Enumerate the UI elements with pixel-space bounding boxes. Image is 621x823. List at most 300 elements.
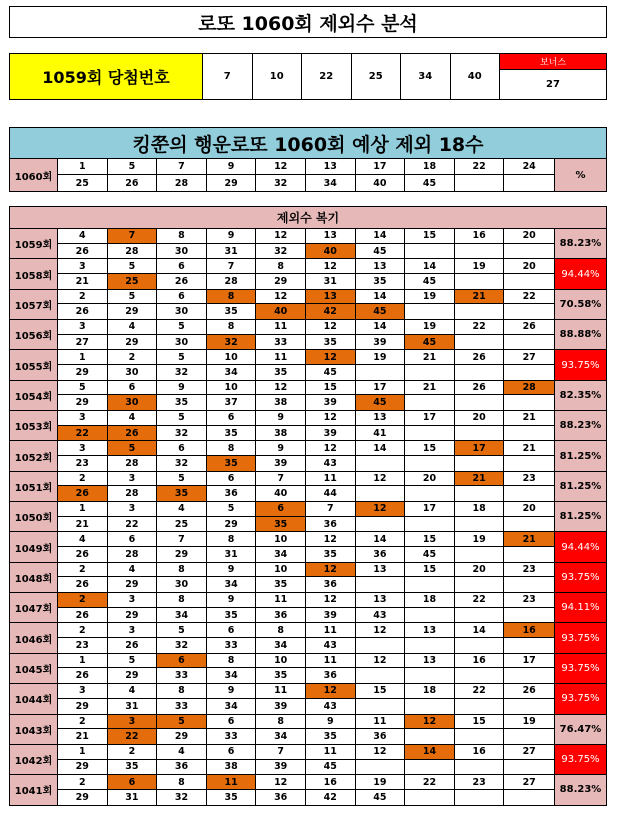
number-cell: 30 bbox=[157, 304, 207, 319]
number-cell: 45 bbox=[306, 760, 356, 775]
round-label: 1058회 bbox=[10, 259, 58, 288]
number-cell: 12 bbox=[405, 715, 455, 730]
number-cell: 7 bbox=[157, 532, 207, 547]
pct-header: % bbox=[554, 159, 606, 191]
number-cell: 1 bbox=[58, 502, 108, 517]
number-cell: 2 bbox=[108, 745, 158, 760]
number-cell: 20 bbox=[504, 259, 554, 274]
number-cell: 22 bbox=[108, 517, 158, 532]
number-cell bbox=[356, 699, 406, 714]
number-cell: 28 bbox=[504, 381, 554, 396]
round-label: 1054회 bbox=[10, 381, 58, 410]
number-cell: 12 bbox=[306, 441, 356, 456]
number-cell: 13 bbox=[405, 654, 455, 669]
number-cell: 21 bbox=[405, 350, 455, 365]
number-cell bbox=[405, 365, 455, 380]
number-cell bbox=[504, 638, 554, 653]
number-cell: 8 bbox=[157, 563, 207, 578]
review-row bbox=[9, 229, 607, 259]
number-cell: 34 bbox=[207, 668, 257, 683]
number-cell: 6 bbox=[108, 775, 158, 790]
number-cell: 13 bbox=[356, 411, 406, 426]
number-cell: 36 bbox=[356, 729, 406, 744]
round-label: 1050회 bbox=[10, 502, 58, 531]
number-cell: 28 bbox=[157, 175, 207, 191]
number-cell: 20 bbox=[405, 472, 455, 487]
number-cell: 5 bbox=[108, 159, 158, 175]
number-cell: 12 bbox=[356, 654, 406, 669]
number-cell: 38 bbox=[256, 426, 306, 441]
number-cell: 23 bbox=[504, 593, 554, 608]
review-row bbox=[9, 502, 607, 532]
number-cell: 13 bbox=[306, 229, 356, 244]
number-cell: 17 bbox=[405, 502, 455, 517]
number-cell: 8 bbox=[157, 684, 207, 699]
number-cell: 35 bbox=[157, 395, 207, 410]
number-cell bbox=[356, 365, 406, 380]
number-cell bbox=[405, 395, 455, 410]
round-label: 1055회 bbox=[10, 350, 58, 379]
number-cell: 5 bbox=[157, 350, 207, 365]
number-cell: 35 bbox=[207, 790, 257, 805]
number-cell: 35 bbox=[256, 365, 306, 380]
number-cell: 43 bbox=[356, 608, 406, 623]
number-cell: 2 bbox=[58, 775, 108, 790]
hit-rate: 82.35% bbox=[554, 381, 606, 410]
number-cell bbox=[405, 244, 455, 259]
number-cell: 31 bbox=[207, 244, 257, 259]
number-cell: 31 bbox=[108, 699, 158, 714]
number-cell: 17 bbox=[405, 411, 455, 426]
number-cell bbox=[356, 456, 406, 471]
hit-rate: 88.23% bbox=[554, 411, 606, 440]
number-cell: 28 bbox=[108, 486, 158, 501]
number-cell: 1 bbox=[58, 745, 108, 760]
number-cell: 32 bbox=[256, 175, 306, 191]
number-cell: 3 bbox=[108, 623, 158, 638]
number-cell bbox=[504, 790, 554, 805]
number-cell: 39 bbox=[256, 456, 306, 471]
number-cell: 4 bbox=[108, 320, 158, 335]
number-cell bbox=[455, 426, 505, 441]
prediction-round: 1060회 bbox=[10, 159, 58, 191]
number-cell: 2 bbox=[58, 472, 108, 487]
number-cell: 3 bbox=[108, 715, 158, 730]
number-cell: 22 bbox=[108, 729, 158, 744]
review-row bbox=[9, 563, 607, 593]
number-cell: 33 bbox=[256, 335, 306, 350]
hit-rate: 81.25% bbox=[554, 502, 606, 531]
number-cell: 21 bbox=[58, 729, 108, 744]
number-cell: 6 bbox=[157, 441, 207, 456]
number-cell: 29 bbox=[108, 668, 158, 683]
number-cell: 35 bbox=[306, 729, 356, 744]
number-cell: 6 bbox=[207, 715, 257, 730]
number-cell: 23 bbox=[504, 563, 554, 578]
number-cell: 22 bbox=[455, 159, 505, 175]
number-cell: 34 bbox=[256, 638, 306, 653]
number-cell: 4 bbox=[108, 563, 158, 578]
number-cell: 5 bbox=[58, 381, 108, 396]
number-grid bbox=[58, 441, 554, 470]
number-cell bbox=[455, 304, 505, 319]
number-cell: 36 bbox=[306, 577, 356, 592]
number-cell: 4 bbox=[157, 502, 207, 517]
number-cell: 12 bbox=[306, 593, 356, 608]
number-cell: 21 bbox=[405, 381, 455, 396]
review-row bbox=[9, 745, 607, 775]
number-cell: 40 bbox=[306, 244, 356, 259]
number-cell: 23 bbox=[455, 775, 505, 790]
number-cell: 39 bbox=[256, 760, 306, 775]
number-cell bbox=[504, 517, 554, 532]
number-cell: 11 bbox=[256, 350, 306, 365]
number-cell: 26 bbox=[108, 638, 158, 653]
number-cell: 4 bbox=[58, 532, 108, 547]
number-cell: 26 bbox=[504, 684, 554, 699]
review-row bbox=[9, 775, 607, 805]
number-cell: 20 bbox=[504, 502, 554, 517]
number-cell: 29 bbox=[157, 729, 207, 744]
review-row bbox=[9, 350, 607, 380]
number-cell bbox=[405, 638, 455, 653]
review-row bbox=[9, 593, 607, 623]
number-cell: 8 bbox=[157, 593, 207, 608]
number-cell: 10 bbox=[207, 381, 257, 396]
number-cell: 27 bbox=[504, 350, 554, 365]
number-cell bbox=[504, 304, 554, 319]
review-header: 제외수 복기 bbox=[9, 206, 607, 229]
review-row bbox=[9, 472, 607, 502]
winning-label: 1059회 당첨번호 bbox=[10, 54, 203, 99]
number-cell: 22 bbox=[455, 684, 505, 699]
number-cell bbox=[455, 365, 505, 380]
number-cell: 31 bbox=[108, 790, 158, 805]
number-cell: 19 bbox=[504, 715, 554, 730]
hit-rate: 81.25% bbox=[554, 472, 606, 501]
number-cell: 35 bbox=[356, 274, 406, 289]
review-row bbox=[9, 411, 607, 441]
number-cell bbox=[455, 175, 505, 191]
number-cell: 35 bbox=[157, 486, 207, 501]
round-label: 1051회 bbox=[10, 472, 58, 501]
number-cell bbox=[504, 175, 554, 191]
number-cell: 45 bbox=[356, 395, 406, 410]
number-cell: 6 bbox=[108, 532, 158, 547]
number-cell: 2 bbox=[58, 715, 108, 730]
number-cell: 26 bbox=[108, 175, 158, 191]
number-cell: 29 bbox=[108, 608, 158, 623]
number-cell: 11 bbox=[306, 654, 356, 669]
number-cell bbox=[504, 365, 554, 380]
number-cell bbox=[455, 699, 505, 714]
number-cell: 2 bbox=[58, 290, 108, 305]
number-cell: 34 bbox=[306, 175, 356, 191]
prediction-title: 킹쭌의 행운로또 1060회 예상 제외 18수 bbox=[9, 127, 607, 159]
hit-rate: 93.75% bbox=[554, 745, 606, 774]
number-cell: 23 bbox=[58, 456, 108, 471]
number-cell: 22 bbox=[504, 290, 554, 305]
number-cell: 3 bbox=[58, 259, 108, 274]
number-cell: 5 bbox=[157, 320, 207, 335]
number-cell: 4 bbox=[108, 684, 158, 699]
number-cell: 33 bbox=[157, 699, 207, 714]
number-cell: 9 bbox=[157, 381, 207, 396]
number-cell: 2 bbox=[58, 623, 108, 638]
number-cell bbox=[455, 486, 505, 501]
review-row bbox=[9, 654, 607, 684]
number-cell: 34 bbox=[157, 608, 207, 623]
number-cell: 29 bbox=[108, 304, 158, 319]
number-cell: 22 bbox=[405, 775, 455, 790]
number-cell: 26 bbox=[455, 381, 505, 396]
number-cell: 7 bbox=[108, 229, 158, 244]
number-cell bbox=[455, 395, 505, 410]
number-cell: 9 bbox=[256, 411, 306, 426]
number-grid bbox=[58, 411, 554, 440]
number-cell bbox=[405, 760, 455, 775]
number-cell bbox=[504, 456, 554, 471]
round-label: 1048회 bbox=[10, 563, 58, 592]
number-grid bbox=[58, 532, 554, 561]
number-cell: 5 bbox=[157, 411, 207, 426]
number-cell: 30 bbox=[157, 335, 207, 350]
number-cell: 35 bbox=[207, 426, 257, 441]
number-cell bbox=[455, 517, 505, 532]
number-cell: 12 bbox=[356, 623, 406, 638]
number-cell: 12 bbox=[306, 532, 356, 547]
number-cell bbox=[504, 395, 554, 410]
number-cell: 32 bbox=[157, 790, 207, 805]
number-cell: 18 bbox=[405, 159, 455, 175]
round-label: 1046회 bbox=[10, 623, 58, 652]
number-cell: 17 bbox=[504, 654, 554, 669]
review-row bbox=[9, 381, 607, 411]
number-cell bbox=[455, 790, 505, 805]
number-cell: 1 bbox=[58, 159, 108, 175]
number-cell: 15 bbox=[405, 441, 455, 456]
number-cell bbox=[356, 638, 406, 653]
number-cell: 16 bbox=[455, 745, 505, 760]
number-cell bbox=[504, 729, 554, 744]
hit-rate: 76.47% bbox=[554, 715, 606, 744]
round-label: 1056회 bbox=[10, 320, 58, 349]
number-cell: 25 bbox=[157, 517, 207, 532]
number-grid bbox=[58, 259, 554, 288]
number-cell: 39 bbox=[306, 395, 356, 410]
review-row bbox=[9, 715, 607, 745]
number-cell bbox=[504, 699, 554, 714]
round-label: 1059회 bbox=[10, 229, 58, 258]
number-cell bbox=[405, 729, 455, 744]
round-label: 1057회 bbox=[10, 290, 58, 319]
number-grid bbox=[58, 381, 554, 410]
number-cell: 12 bbox=[306, 684, 356, 699]
number-cell bbox=[405, 426, 455, 441]
number-grid bbox=[58, 290, 554, 319]
round-label: 1041회 bbox=[10, 775, 58, 804]
number-cell: 5 bbox=[207, 502, 257, 517]
number-cell: 43 bbox=[306, 699, 356, 714]
number-cell: 2 bbox=[58, 563, 108, 578]
number-cell: 6 bbox=[157, 259, 207, 274]
number-cell: 34 bbox=[256, 547, 306, 562]
number-cell bbox=[504, 608, 554, 623]
number-cell: 32 bbox=[207, 335, 257, 350]
number-cell: 8 bbox=[207, 532, 257, 547]
number-cell: 3 bbox=[108, 472, 158, 487]
number-cell: 26 bbox=[504, 320, 554, 335]
number-cell bbox=[405, 699, 455, 714]
number-cell: 17 bbox=[455, 441, 505, 456]
number-cell: 27 bbox=[58, 335, 108, 350]
number-cell: 19 bbox=[356, 350, 406, 365]
number-cell: 12 bbox=[306, 350, 356, 365]
number-cell: 39 bbox=[306, 608, 356, 623]
number-cell: 26 bbox=[58, 608, 108, 623]
hit-rate: 94.44% bbox=[554, 532, 606, 561]
number-cell bbox=[504, 244, 554, 259]
number-cell: 13 bbox=[306, 159, 356, 175]
number-cell: 40 bbox=[256, 304, 306, 319]
number-cell bbox=[455, 335, 505, 350]
number-cell: 16 bbox=[455, 229, 505, 244]
number-cell: 30 bbox=[108, 395, 158, 410]
number-cell: 4 bbox=[58, 229, 108, 244]
number-cell: 7 bbox=[256, 745, 306, 760]
bonus-number: 27 bbox=[546, 79, 560, 90]
number-cell: 33 bbox=[207, 638, 257, 653]
number-cell: 28 bbox=[108, 244, 158, 259]
number-cell: 11 bbox=[207, 775, 257, 790]
number-cell: 7 bbox=[256, 472, 306, 487]
number-cell: 29 bbox=[58, 760, 108, 775]
number-cell: 18 bbox=[405, 593, 455, 608]
number-cell: 33 bbox=[157, 668, 207, 683]
number-cell: 9 bbox=[207, 563, 257, 578]
number-cell: 9 bbox=[207, 593, 257, 608]
number-cell: 16 bbox=[306, 775, 356, 790]
hit-rate: 88.88% bbox=[554, 320, 606, 349]
number-grid bbox=[58, 715, 554, 744]
hit-rate: 93.75% bbox=[554, 654, 606, 683]
number-cell: 19 bbox=[405, 290, 455, 305]
number-cell: 12 bbox=[256, 775, 306, 790]
number-cell: 37 bbox=[207, 395, 257, 410]
number-cell: 6 bbox=[207, 472, 257, 487]
number-cell: 12 bbox=[356, 502, 406, 517]
bonus-block bbox=[500, 54, 606, 99]
number-cell: 26 bbox=[58, 244, 108, 259]
number-cell bbox=[504, 335, 554, 350]
number-cell: 21 bbox=[504, 532, 554, 547]
number-cell: 29 bbox=[207, 517, 257, 532]
number-cell bbox=[455, 760, 505, 775]
number-cell: 42 bbox=[306, 790, 356, 805]
number-cell: 28 bbox=[108, 547, 158, 562]
number-cell bbox=[455, 547, 505, 562]
review-row bbox=[9, 290, 607, 320]
number-cell: 33 bbox=[207, 729, 257, 744]
number-grid bbox=[58, 350, 554, 379]
number-cell: 32 bbox=[157, 365, 207, 380]
number-cell: 27 bbox=[504, 775, 554, 790]
number-cell: 8 bbox=[157, 229, 207, 244]
number-cell: 45 bbox=[356, 790, 406, 805]
number-cell: 25 bbox=[108, 274, 158, 289]
number-cell: 36 bbox=[207, 486, 257, 501]
number-cell bbox=[405, 517, 455, 532]
number-cell bbox=[504, 547, 554, 562]
number-cell: 11 bbox=[356, 715, 406, 730]
number-cell bbox=[504, 668, 554, 683]
number-cell bbox=[504, 486, 554, 501]
number-cell: 12 bbox=[306, 411, 356, 426]
number-cell: 26 bbox=[58, 486, 108, 501]
number-cell: 5 bbox=[108, 290, 158, 305]
number-cell bbox=[356, 760, 406, 775]
number-cell: 4 bbox=[108, 411, 158, 426]
number-cell: 29 bbox=[58, 395, 108, 410]
winning-number: 40 bbox=[451, 54, 501, 99]
number-cell: 26 bbox=[157, 274, 207, 289]
number-cell: 11 bbox=[306, 623, 356, 638]
number-cell: 34 bbox=[207, 365, 257, 380]
number-cell: 15 bbox=[405, 563, 455, 578]
number-cell: 22 bbox=[58, 426, 108, 441]
round-label: 1052회 bbox=[10, 441, 58, 470]
number-cell: 7 bbox=[306, 502, 356, 517]
number-cell: 6 bbox=[157, 654, 207, 669]
number-cell bbox=[455, 577, 505, 592]
number-cell: 35 bbox=[256, 668, 306, 683]
number-cell: 29 bbox=[108, 577, 158, 592]
number-cell: 3 bbox=[58, 320, 108, 335]
number-grid bbox=[58, 320, 554, 349]
number-cell: 11 bbox=[306, 472, 356, 487]
review-row bbox=[9, 320, 607, 350]
prediction-grid bbox=[58, 159, 554, 191]
hit-rate: 94.44% bbox=[554, 259, 606, 288]
number-cell: 14 bbox=[356, 320, 406, 335]
number-cell: 35 bbox=[306, 547, 356, 562]
review-row bbox=[9, 532, 607, 562]
number-cell: 35 bbox=[256, 577, 306, 592]
number-cell: 45 bbox=[405, 547, 455, 562]
number-cell: 3 bbox=[58, 411, 108, 426]
number-cell: 45 bbox=[356, 244, 406, 259]
number-cell: 14 bbox=[356, 441, 406, 456]
number-cell: 23 bbox=[58, 638, 108, 653]
number-cell: 13 bbox=[356, 563, 406, 578]
hit-rate: 94.11% bbox=[554, 593, 606, 622]
number-cell: 26 bbox=[58, 577, 108, 592]
number-cell: 13 bbox=[306, 290, 356, 305]
number-cell: 5 bbox=[108, 259, 158, 274]
round-label: 1045회 bbox=[10, 654, 58, 683]
number-cell: 19 bbox=[455, 259, 505, 274]
number-cell: 43 bbox=[306, 456, 356, 471]
number-cell: 35 bbox=[207, 304, 257, 319]
number-cell: 30 bbox=[157, 244, 207, 259]
number-cell: 12 bbox=[256, 381, 306, 396]
round-label: 1049회 bbox=[10, 532, 58, 561]
number-cell: 29 bbox=[58, 699, 108, 714]
number-cell: 26 bbox=[58, 304, 108, 319]
winning-number: 34 bbox=[401, 54, 451, 99]
number-cell bbox=[356, 517, 406, 532]
hit-rate: 70.58% bbox=[554, 290, 606, 319]
